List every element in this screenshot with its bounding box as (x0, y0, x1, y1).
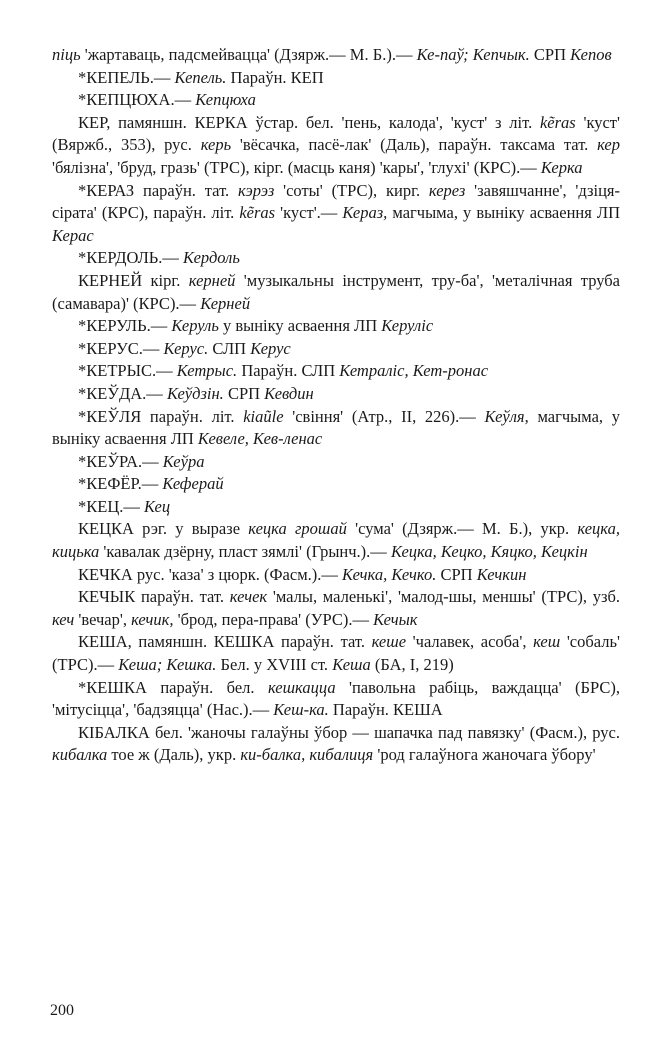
entry-text: 'собаль' (ТРС).— (52, 632, 620, 675)
entry-text: *КЕПЦЮХА.— (78, 90, 196, 110)
italic-text: kẽras (539, 112, 576, 132)
italic-text: кешкацца (267, 677, 336, 697)
italic-text: Кепов (570, 45, 612, 64)
italic-text: Керус (250, 338, 291, 358)
italic-text: кечек (229, 587, 268, 607)
dictionary-page (52, 44, 620, 767)
dictionary-entry (52, 247, 620, 270)
italic-text: кеч (52, 609, 75, 629)
italic-text: Кеш-ка. (273, 700, 329, 720)
italic-text: кеш (533, 632, 561, 652)
italic-text: Керней (200, 293, 251, 313)
entry-text: Параўн. КЕША (328, 700, 443, 720)
entry-text: СРП (436, 564, 477, 584)
italic-text: керез (428, 180, 466, 200)
dictionary-entry (52, 360, 620, 383)
italic-text: Кепцюха (195, 90, 256, 110)
entry-text: у выніку асваення ЛП (218, 316, 382, 336)
entry-text: 'соты' (ТРС), кирг. (274, 180, 429, 200)
italic-text: Кеўля, (484, 406, 529, 426)
italic-text: піць (52, 45, 81, 64)
italic-text: Кеўра (162, 451, 205, 471)
entry-text: КЕША, памяншн. КЕШКА параўн. тат. (78, 632, 372, 652)
entry-text: Бел. у XVIII ст. (216, 655, 333, 675)
entry-text: 'чалавек, асоба', (406, 632, 534, 652)
entry-text: 'брод, пера-права' (УРС).— (173, 609, 374, 629)
italic-text: Керка (540, 157, 583, 177)
italic-text: Кевеле, Кев-ленас (197, 429, 323, 449)
entry-text: *КЕЎЛЯ параўн. літ. (78, 406, 244, 426)
italic-text: Керуль (171, 316, 219, 336)
dictionary-entry (52, 564, 620, 587)
entry-text: *КЕРДОЛЬ.— (78, 248, 184, 268)
entry-text: *КЕПЕЛЬ.— (78, 67, 175, 87)
dictionary-entry (52, 315, 620, 338)
dictionary-entry (52, 406, 620, 451)
italic-text: Кеша; Кешка. (118, 655, 217, 675)
entry-text: 'бялізна', 'бруд, гразь' (ТРС), кірг. (масць каня) 'кары', 'глухі' (КРС).— (52, 157, 541, 177)
entry-text: СРП (223, 383, 265, 403)
dictionary-entry (52, 722, 620, 767)
entry-text: 'куст' (Вяржб., 353), рус. (52, 112, 620, 155)
dictionary-entry (52, 496, 620, 519)
entry-text: тое ж (Даль), укр. (107, 745, 241, 765)
italic-text: Кеша (332, 655, 371, 675)
entry-text: КІБАЛКА бел. 'жаночы галаўны ўбор — шапачка пад павязку' (Фасм.), рус. (78, 722, 620, 742)
italic-text: кецка, кицька (52, 519, 620, 562)
italic-text: Кепель. (174, 67, 227, 87)
entry-text: 'вёсачка, пасё-лак' (Даль), параўн. таксама тат. (231, 135, 598, 155)
entry-text: *КЕРУС.— (78, 338, 164, 358)
entry-text: 'сума' (Дзярж.— М. Б.), укр. (346, 519, 578, 539)
dictionary-entry (52, 44, 620, 67)
italic-text: кецка грошай (248, 519, 347, 539)
dictionary-entry (52, 677, 620, 722)
italic-text: Керас (52, 225, 94, 245)
entry-text: СРП (529, 45, 571, 64)
entry-text: 'вечар', (74, 609, 132, 629)
italic-text: Кетрыс. (176, 361, 238, 381)
italic-text: кибалка (52, 745, 108, 765)
entry-text: *КЕТРЫС.— (78, 361, 177, 381)
dictionary-entry (52, 270, 620, 315)
page-number: 200 (50, 1002, 74, 1019)
italic-text: керней (188, 270, 236, 290)
entry-text: 'малы, маленькі', 'малод-шы, меншы' (ТРС), узб. (267, 587, 620, 607)
entry-text: Параўн. КЕП (226, 67, 324, 87)
dictionary-entry (52, 383, 620, 406)
dictionary-entry (52, 451, 620, 474)
italic-text: Кеферай (162, 474, 224, 494)
italic-text: кеше (371, 632, 407, 652)
entry-text: КЕЧЫК параўн. тат. (78, 587, 230, 607)
italic-text: Кетраліс, Кет-ронас (339, 361, 489, 381)
entry-text: 'род галаўнога жаночага ўбору' (373, 745, 596, 765)
italic-text: Кечкин (476, 564, 527, 584)
italic-text: kiaũle (243, 406, 284, 426)
italic-text: Керуліс (381, 316, 434, 336)
dictionary-entry (52, 180, 620, 248)
italic-text: Кераз, (342, 203, 388, 223)
entry-text: 'куст'.— (275, 203, 343, 223)
dictionary-entry (52, 89, 620, 112)
italic-text: kẽras (239, 203, 276, 223)
italic-text: Кечык (373, 609, 418, 629)
italic-text: кэрэз (238, 180, 275, 200)
entry-text: КЕРНЕЙ кірг. (78, 270, 189, 290)
italic-text: Кевдин (264, 383, 314, 403)
italic-text: Кецка, Кецко, Кяцко, Кецкін (390, 542, 588, 562)
entry-text: Параўн. СЛП (237, 361, 340, 381)
italic-text: Кердоль (183, 248, 240, 268)
italic-text: кечик, (131, 609, 174, 629)
entry-text: 'завяшчанне', 'дзіця-сірата' (КРС), параўн. літ. (52, 180, 620, 223)
italic-text: Ке-паў; Кепчык. (416, 45, 530, 64)
entry-text: КЕЧКА рус. 'каза' з цюрк. (Фасм.).— (78, 564, 343, 584)
entry-text: магчыма, у выніку асваення ЛП (387, 203, 620, 223)
italic-text: керь (200, 135, 232, 155)
entry-text: *КЕЎДА.— (78, 383, 167, 403)
entry-text: 'кавалак дзёрну, пласт зямлі' (Грынч.).— (99, 542, 391, 562)
dictionary-entry (52, 338, 620, 361)
italic-text: ки-балка, кибалиця (240, 745, 374, 765)
entry-text: КЕР, памяншн. КЕРКА ўстар. бел. 'пень, калода', 'куст' з літ. (78, 112, 540, 132)
entry-text: *КЕРАЗ параўн. тат. (78, 180, 238, 200)
entry-text: КЕЦКА рэг. у выразе (78, 519, 249, 539)
italic-text: Кец (144, 496, 171, 516)
italic-text: Кеўдзін. (166, 383, 224, 403)
entry-text: магчыма, у выніку асваення ЛП (52, 406, 620, 449)
entry-text: 'жартаваць, падсмейвацца' (Дзярж.— М. Б.).— (80, 45, 417, 64)
entry-text: 'павольна рабіць, важдацца' (БРС), 'мітусіцца', 'бадзяцца' (Нас.).— (52, 677, 620, 720)
entry-text: *КЕЦ.— (78, 496, 144, 516)
dictionary-entry (52, 67, 620, 90)
dictionary-entry (52, 112, 620, 180)
entry-text: СЛП (208, 338, 251, 358)
dictionary-entry (52, 586, 620, 631)
entry-text: *КЕЎРА.— (78, 451, 163, 471)
entry-text: 'музыкальны інструмент, тру-ба', 'металічная труба (самавара)' (КРС).— (52, 270, 620, 313)
entry-text: (БА, I, 219) (370, 655, 454, 675)
entry-text: *КЕРУЛЬ.— (78, 316, 172, 336)
dictionary-entry (52, 473, 620, 496)
dictionary-entry (52, 631, 620, 676)
entry-text: *КЕШКА параўн. бел. (78, 677, 268, 697)
entry-text: *КЕФЁР.— (78, 474, 163, 494)
italic-text: кер (597, 135, 620, 155)
italic-text: Кечка, Кечко. (342, 564, 437, 584)
entry-text: 'свіння' (Атр., II, 226).— (283, 406, 485, 426)
italic-text: Керус. (163, 338, 209, 358)
dictionary-entry (52, 518, 620, 563)
